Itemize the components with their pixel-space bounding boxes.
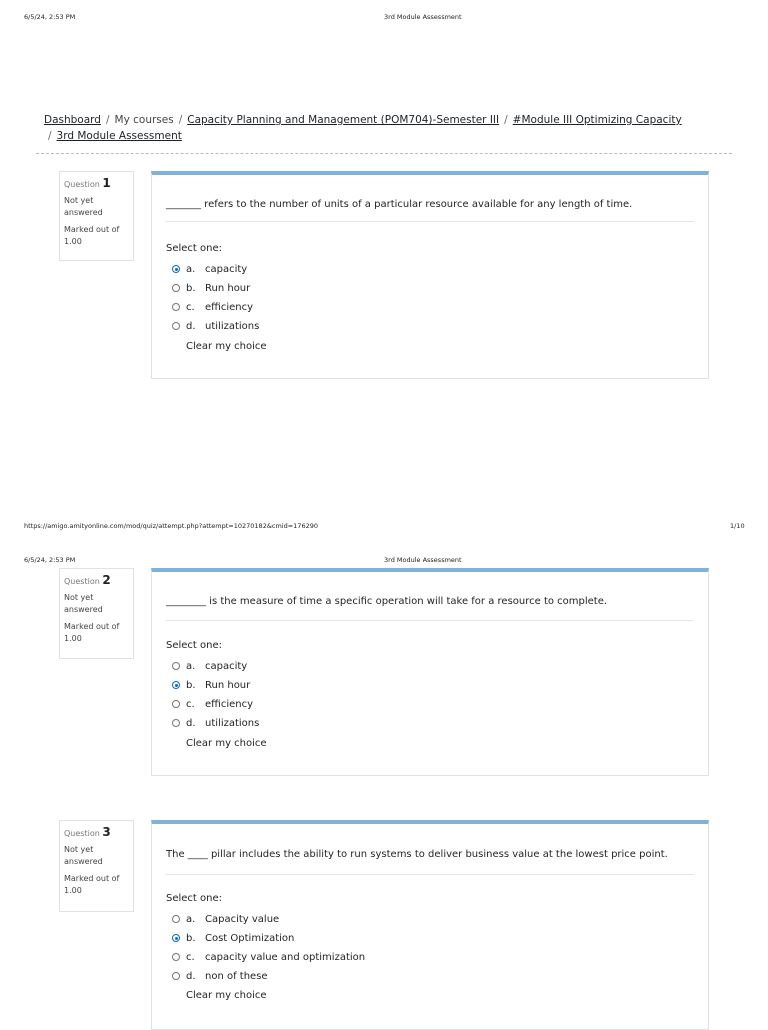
question-grade: Marked out of 1.00 [64, 225, 120, 246]
radio-icon[interactable] [172, 322, 180, 330]
select-one-label: Select one: [166, 640, 223, 651]
question-box-3 [151, 820, 709, 1030]
question-box-2 [151, 568, 709, 776]
radio-icon[interactable] [172, 972, 180, 980]
question-text: _______ refers to the number of units of a particular resource available for any length of time. [166, 199, 633, 210]
question-text: The ____ pillar includes the ability to run systems to deliver business value at the lowest price point. [166, 849, 668, 860]
question-state: Not yet answered [64, 593, 103, 614]
breadcrumb-separator: / [105, 114, 110, 126]
answer-option-a[interactable]: a. capacity [172, 659, 247, 673]
answer-option-c[interactable]: c. efficiency [172, 300, 253, 314]
answer-option-d[interactable]: d. utilizations [172, 716, 259, 730]
radio-icon[interactable] [172, 700, 180, 708]
answer-option-b[interactable]: b. Cost Optimization [172, 931, 294, 945]
breadcrumb-separator: / [504, 114, 508, 126]
radio-selected-icon[interactable] [172, 265, 180, 273]
breadcrumb-module[interactable]: #Module III Optimizing Capacity [512, 114, 682, 126]
question-info-1 [59, 171, 134, 261]
radio-icon[interactable] [172, 719, 180, 727]
radio-selected-icon[interactable] [172, 934, 180, 942]
breadcrumb-dashboard[interactable]: Dashboard [44, 114, 101, 126]
answer-option-c[interactable]: c. efficiency [172, 697, 253, 711]
breadcrumb-separator: / [48, 130, 52, 142]
breadcrumb-divider [36, 153, 732, 154]
question-number-label: Question 2 [64, 573, 111, 587]
question-text: ________ is the measure of time a specific operation will take for a resource to complete. [166, 596, 608, 607]
question-grade: Marked out of 1.00 [64, 622, 120, 643]
question-number-label: Question 3 [64, 825, 111, 839]
breadcrumb-assessment[interactable]: 3rd Module Assessment [56, 130, 182, 142]
question-info-3 [59, 820, 134, 912]
answer-option-a[interactable]: a. Capacity value [172, 912, 279, 926]
print-title: 3rd Module Assessment [384, 13, 462, 21]
breadcrumb-separator: / [178, 114, 183, 126]
print-datetime: 6/5/24, 2:53 PM [24, 556, 76, 564]
answer-option-a[interactable]: a. capacity [172, 262, 247, 276]
question-divider [166, 620, 694, 621]
breadcrumb-course[interactable]: Capacity Planning and Management (POM704)-Semester III [187, 114, 500, 126]
clear-choice-link[interactable]: Clear my choice [186, 341, 267, 352]
question-info-2 [59, 568, 134, 659]
clear-choice-link[interactable]: Clear my choice [186, 738, 267, 749]
select-one-label: Select one: [166, 893, 223, 904]
radio-icon[interactable] [172, 662, 180, 670]
print-page-number: 1/10 [730, 522, 745, 530]
radio-icon[interactable] [172, 303, 180, 311]
radio-selected-icon[interactable] [172, 681, 180, 689]
question-grade: Marked out of 1.00 [64, 874, 120, 895]
print-datetime: 6/5/24, 2:53 PM [24, 13, 76, 21]
breadcrumb [44, 112, 684, 144]
question-state: Not yet answered [64, 845, 103, 866]
select-one-label: Select one: [166, 243, 223, 254]
answer-option-c[interactable]: c. capacity value and optimization [172, 950, 365, 964]
breadcrumb-my-courses: My courses [114, 114, 174, 126]
question-box-1 [151, 171, 709, 379]
print-url: https://amigo.amityonline.com/mod/quiz/attempt.php?attempt=10270182&cmid=176290 [24, 522, 318, 530]
question-divider [166, 874, 694, 875]
answer-option-d[interactable]: d. utilizations [172, 319, 259, 333]
answer-option-d[interactable]: d. non of these [172, 969, 268, 983]
question-state: Not yet answered [64, 196, 103, 217]
answer-option-b[interactable]: b. Run hour [172, 281, 250, 295]
clear-choice-link[interactable]: Clear my choice [186, 990, 267, 1001]
print-title: 3rd Module Assessment [384, 556, 462, 564]
radio-icon[interactable] [172, 284, 180, 292]
question-number-label: Question 1 [64, 176, 111, 190]
radio-icon[interactable] [172, 953, 180, 961]
answer-option-b[interactable]: b. Run hour [172, 678, 250, 692]
radio-icon[interactable] [172, 915, 180, 923]
question-divider [166, 221, 694, 222]
